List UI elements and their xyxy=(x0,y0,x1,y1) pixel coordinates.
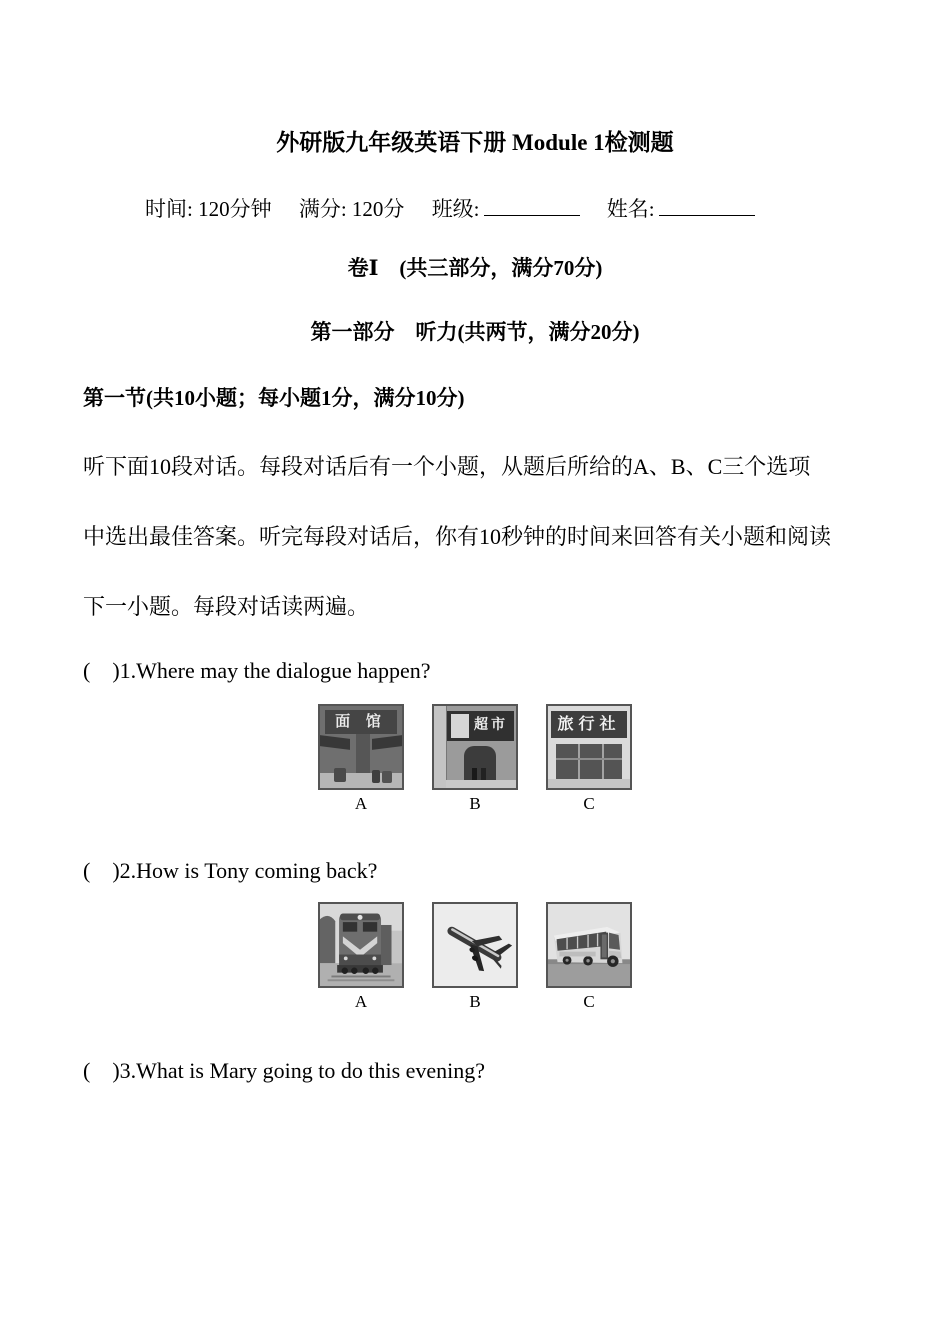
question-2-options xyxy=(0,902,950,1010)
name-blank xyxy=(659,194,755,216)
q2-option-c-label: C xyxy=(583,992,595,1011)
q2-option-b-label: B xyxy=(469,992,481,1011)
question-2: ( )2.How is Tony coming back? xyxy=(83,858,378,883)
bus-photo xyxy=(546,902,632,988)
q1-option-b xyxy=(432,704,518,812)
volume-heading: 卷Ⅰ (共三部分，满分70分) xyxy=(347,256,603,280)
noodle-shop-sign: 面 馆 xyxy=(325,710,397,734)
class-blank xyxy=(484,194,580,216)
travel-agency-sign: 旅行社 xyxy=(551,711,627,738)
instructions-line-3: 下一小题。每段对话读两遍。 xyxy=(83,594,370,619)
page-title: 外研版九年级英语下册 Module 1检测题 xyxy=(276,130,674,155)
exam-time: 时间: 120分钟 xyxy=(145,197,272,221)
q1-option-a-label: A xyxy=(354,794,368,813)
q1-option-b-label: B xyxy=(469,794,481,813)
q2-option-a-label: A xyxy=(354,992,368,1011)
instructions-line-2: 中选出最佳答案。听完每段对话后，你有10秒钟的时间来回答有关小题和阅读 xyxy=(83,524,832,549)
q2-option-b xyxy=(432,902,518,1010)
supermarket-sign: 超市 xyxy=(447,711,514,741)
name-label: 姓名: xyxy=(606,197,655,221)
travel-agency-photo xyxy=(546,704,632,790)
train-photo xyxy=(318,902,404,988)
instructions-line-1: 听下面10段对话。每段对话后有一个小题，从题后所给的A、B、C三个选项 xyxy=(83,454,811,479)
bus-illustration xyxy=(548,904,630,986)
q1-option-c xyxy=(546,704,632,812)
exam-full-score: 满分: 120分 xyxy=(298,197,405,221)
exam-info-line xyxy=(145,194,755,223)
class-label: 班级: xyxy=(431,197,480,221)
q1-option-c-label: C xyxy=(583,794,595,813)
q2-option-c xyxy=(546,902,632,1010)
train-illustration xyxy=(320,904,402,986)
supermarket-photo xyxy=(432,704,518,790)
airplane-photo xyxy=(432,902,518,988)
part1-heading: 第一部分 听力(共两节，满分20分) xyxy=(310,320,640,344)
q2-option-a xyxy=(318,902,404,1010)
listening-instructions xyxy=(83,432,875,642)
airplane-illustration xyxy=(434,904,516,986)
question-3: ( )3.What is Mary going to do this evening? xyxy=(83,1058,486,1083)
noodle-restaurant-photo xyxy=(318,704,404,790)
section1-heading: 第一节(共10小题；每小题1分，满分10分) xyxy=(83,386,465,410)
question-1-options xyxy=(0,704,950,812)
q1-option-a xyxy=(318,704,404,812)
question-1: ( )1.Where may the dialogue happen? xyxy=(83,658,431,683)
